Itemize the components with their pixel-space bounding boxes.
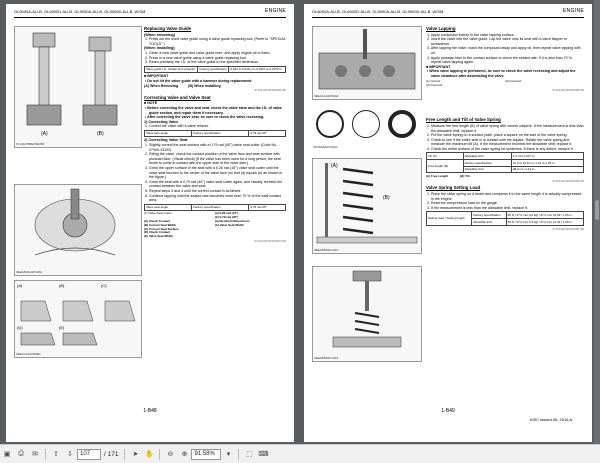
spec-table <box>144 130 286 138</box>
svg-text:(C): (C) <box>101 283 107 288</box>
figure-legend <box>426 79 584 88</box>
step-text: 2. Press in a new valve guide using a valve guide replacing tool. <box>145 55 247 60</box>
legend-item: (B) Tilt <box>460 174 470 179</box>
valve-lapping-figure <box>312 26 422 100</box>
reference-code: 9Y1211407ENS0036US0 <box>254 88 286 93</box>
step-text: 4. Apply prussian blue to the contact surface to check the seated rate. If it is less than 70 %, repeat valve lapping again. <box>427 55 573 65</box>
svg-text:(B): (B) <box>97 131 104 137</box>
pdf-page-right <box>304 4 592 442</box>
spec-value: 6.010 to 6.025 mm 0.2367 to 0.2372 in. <box>229 66 286 73</box>
toolbar-divider <box>124 449 125 460</box>
reference-code: 9Y1211407ENS0038US0 <box>552 87 584 92</box>
figure-code: 3EEACAA1P088C <box>16 352 41 356</box>
section-title: Replacing Valve Guide <box>144 26 192 31</box>
section-title: Correcting Valve and Valve Seat <box>144 94 211 100</box>
figure-code: 3EEABAB1P121C <box>314 248 339 252</box>
important-text: • Do not hit the valve guide with a hammer during replacement. <box>145 78 253 83</box>
step-text: 3. Ream precisely the I.D. of the valve guide to the specified dimension. <box>145 60 260 65</box>
pdf-page-left <box>6 4 294 442</box>
spec-table <box>144 204 286 212</box>
legend-item: (a) 0.26 rad (15°) <box>215 211 239 216</box>
page-number: 1-B49 <box>441 408 455 414</box>
spec-type: Factory specification <box>192 130 249 137</box>
legend-item: (B) When Installing <box>188 83 221 88</box>
page-number-input[interactable]: 107 <box>77 449 101 460</box>
spec-value: 31.3 to 31.8 mm 1.24 to 1.25 in. <box>511 160 583 167</box>
subheading: (When installing) <box>144 46 175 51</box>
valve-seat-figure <box>14 280 142 358</box>
header-section: ENGINE <box>265 8 286 14</box>
valve-guide-figure <box>14 26 142 148</box>
figure-code: 3EEABA0H1P118A <box>16 270 42 274</box>
spec-type: Allowable limit <box>472 219 507 226</box>
step-text: 4. Check the entire surface of the valve spring for scratches. If there is any defect, replace it. <box>427 146 574 151</box>
note-label: ■ NOTE <box>144 101 158 106</box>
cursor-icon[interactable]: ➤ <box>132 451 139 458</box>
step-text: 1. Press out the used valve guide using a valve guide replacing tool. (Refer to "SPECIAL TOOLS".) <box>145 37 286 46</box>
previous-page-icon[interactable]: ⇧ <box>53 451 59 458</box>
zoom-level-input[interactable]: 91.58% <box>191 449 221 460</box>
spec-value: 55 N / 27.0 mm 5.6 kgf / 27.0 mm 12 lbf / 1.06 in. <box>506 219 583 226</box>
header-models: GL6000A-AU-B, GL6000D-AU-B, GL9000A-AU-B, GL9000D-AU-B, W/SM <box>14 9 146 14</box>
spec-name: Valve guide I.D. (Intake and exhaust) <box>145 66 198 73</box>
figure-code: 3EEACAA1P044A <box>314 94 339 98</box>
svg-text:(B): (B) <box>383 195 390 201</box>
reference-code: 9Y1211407ENS0037US0 <box>254 238 286 243</box>
svg-text:(B): (B) <box>59 283 65 288</box>
section-title: Valve Spring Setting Load <box>426 185 481 191</box>
step-text: 1. Slightly correct the seat surface with a 0.79 rad (45°) valve seat cutter (Code No. 07909-33102). <box>145 143 278 152</box>
legend-item: (a) Identical Dimensions <box>215 218 250 223</box>
subheading: 2) Correcting Valve Seat <box>144 138 188 143</box>
important-label: ■ IMPORTANT <box>144 74 169 79</box>
step-text: 4. Grind the seat with a 0.79 rad (45°) valve seat cutter again, and visually recheck the contact between the valve and seat. <box>145 179 283 189</box>
step-text: 2. Read the compression load on the gauge. <box>427 201 498 206</box>
step-text: 1. Apply compound evenly to the valve lapping surface. <box>427 32 515 37</box>
spec-type: Factory specification <box>192 204 249 211</box>
page-header <box>312 9 584 18</box>
spec-value: 0.79 rad 45° <box>249 204 286 211</box>
spec-table <box>426 211 584 225</box>
section-title: Free Length and Tilt of Valve Spring <box>426 117 501 123</box>
legend-item: (A) Free Length <box>426 174 449 179</box>
scrollbar-thumb[interactable] <box>595 200 599 220</box>
spec-name: Valve seat angle <box>145 204 192 211</box>
keyboard-icon[interactable]: ⌨ <box>258 451 269 458</box>
figure-code: 9Y1210788ENS0056 <box>16 142 45 146</box>
legend-item: (b) 0.79 rad (45°) <box>215 215 239 220</box>
subheading: 1) Correcting Valve <box>144 119 179 124</box>
zoom-in-icon[interactable]: ⊕ <box>181 451 188 458</box>
legend-item: (3) Incorrect <box>505 78 522 83</box>
step-text: 1. Place the valve spring on a tester and compress it to the same length it is actually compressed in the engine. <box>427 192 582 201</box>
hand-icon[interactable]: ✋ <box>145 451 154 458</box>
mail-icon[interactable]: ✉ <box>32 451 38 458</box>
contact-rings-figure <box>312 104 422 150</box>
figure-legend <box>144 212 286 239</box>
step-text: 5. Repeat steps 3 and 4 until the correct contact is achieved. <box>145 189 242 193</box>
spec-type: Allowable limit <box>463 153 511 160</box>
legend-item: (A) Check Contact <box>144 218 171 223</box>
step-text: 3. Check to see if the entire side is in contact with the square. Rotate the valve spring and measure the maximum tilt (A). If the measurement exceeds the allowable limit, replace it. <box>427 137 573 147</box>
step-text: 1. Measure the free length (B) of valve spring with vernier calipers. If the measurement is less than the allowable limit, replace it. <box>427 123 584 133</box>
spec-name: Tilt (A) <box>427 153 464 160</box>
legend-item: (A) When Removing <box>144 83 179 88</box>
valve-spring-figure <box>312 158 422 254</box>
legend-item: (b) Valve Seat Width <box>215 222 244 227</box>
toolbar-divider <box>159 449 160 460</box>
viewer-toolbar <box>0 444 600 463</box>
spec-name: Free length (B) <box>427 160 464 173</box>
legend-item: (E) Valve Seat Width <box>144 234 173 239</box>
svg-text:(D): (D) <box>17 325 23 330</box>
vertical-scrollbar[interactable] <box>594 0 600 444</box>
chevron-down-icon[interactable]: ▾ <box>226 451 231 458</box>
svg-text:(A): (A) <box>17 283 23 288</box>
step-text: 2. Put the valve spring on a surface plate, place a square on the side of the valve spring. <box>427 133 568 138</box>
step-text: 1. Correct the valve with a valve refacer. <box>145 124 209 129</box>
legend-item: (2) Incorrect <box>426 83 443 88</box>
figure-column <box>312 26 422 362</box>
spec-name: Valve face angle <box>145 130 192 137</box>
step-text: 2. Fitting the valve, check the contact position of the valve face and seat surface with prussian blue. (Visual check) [If the valve has been used for a long period, the seat tends to come in contact with the upper side of the valve face.] <box>145 152 281 166</box>
zoom-out-icon[interactable]: ⊖ <box>167 451 174 458</box>
page-header <box>14 9 286 18</box>
step-text: 2. Insert the valve into the valve guide. Lap the valve onto its seat with a valve flapper or screwdriver. <box>427 37 568 46</box>
toolbar-divider <box>238 449 239 460</box>
toolbar-divider <box>45 449 46 460</box>
legend-item: (B) Correct Seat Width <box>144 222 176 227</box>
svg-text:(E): (E) <box>59 325 65 330</box>
svg-text:(A): (A) <box>331 163 338 169</box>
spec-type: Factory specification <box>472 212 507 219</box>
text-column <box>426 24 584 231</box>
step-text: 1. Clean a new valve guide and valve guide bore, and apply engine oil to them. <box>145 50 271 55</box>
reference-code: 9Y1211407ENS0039US0 <box>552 178 584 183</box>
text-column <box>144 24 286 244</box>
step-text: 3. After lapping the valve, wash the compound away and apply oil, then repeat valve lapping with oil. <box>427 46 581 55</box>
spec-value: 65 N / 27.0 mm 6.6 kgf / 27.0 mm 15 lbf / 1.06 in. <box>506 212 583 219</box>
legend-item: (1) Correct <box>426 78 441 83</box>
spec-value: 28.4 mm 1.12 in. <box>511 166 583 173</box>
spec-type: Allowable limit <box>463 166 511 173</box>
legend-item: (1) Valve Seat Cutter <box>144 211 172 216</box>
spec-type: Factory specification <box>463 160 511 167</box>
spec-value: 0.79 rad 45° <box>249 130 286 137</box>
valve-refacer-figure <box>14 184 142 276</box>
spec-name: Setting load / Setting length <box>427 212 472 225</box>
note-text: • Before correcting the valve and seat, check the valve stem and the I.D. of valve guide section, and repair them if necessary. <box>145 105 282 115</box>
note-text: • After correcting the valve seat, be sure to check the valve recessing. <box>145 115 265 120</box>
issue-label: KiSC issued 06, 2016 A <box>529 417 572 422</box>
spec-type: Factory specification <box>198 66 229 73</box>
legend-item: (C) Correct Seat Surface <box>144 226 179 231</box>
fit-page-icon[interactable]: ⬚ <box>246 451 253 458</box>
step-text: 3. Grind the upper surface of the seat with a 0.26 rad (15°) valve seat cutter until the valve seat touches to the center of the valve face (so that (a) equals (b) as shown in the figure.) <box>145 166 283 180</box>
spec-table <box>426 152 584 173</box>
step-text: 3. If the measurement is less than the allowable limit, replace it. <box>427 205 528 210</box>
spec-table <box>144 66 286 74</box>
spec-value: 1.2 mm 0.047 in. <box>511 153 583 160</box>
save-icon[interactable]: ▣ <box>3 451 11 458</box>
important-text: • When valve lapping is performed, be sure to check the valve recessing and adjust the valve clearance after assembling the valve. <box>427 69 576 78</box>
figure-code: 3TNABAB1P040A <box>313 145 338 149</box>
figure-column <box>14 26 142 358</box>
section-title: Valve Lapping <box>426 26 456 31</box>
next-page-icon[interactable]: ⇩ <box>67 451 73 458</box>
reference-code: 9Y1211407ENS0040US0 <box>552 226 584 231</box>
important-label: ■ IMPORTANT <box>426 64 451 69</box>
spring-tester-figure <box>312 266 422 362</box>
header-section: ENGINE <box>563 8 584 14</box>
subheading: (When removing) <box>144 32 176 37</box>
figure-code: 3EEABAB1P122A <box>314 356 339 360</box>
svg-text:(A): (A) <box>41 131 48 137</box>
print-icon[interactable]: ⎙ <box>18 450 24 457</box>
page-number: 1-B48 <box>143 408 157 414</box>
page-total: / 171 <box>104 450 119 458</box>
legend-item: (D) Check Contact <box>144 230 171 235</box>
step-text: 6. Continue lapping until the seated rate becomes more than 70 % of the total contact area. <box>145 193 281 203</box>
header-models: GL6000A-AU-B, GL6000D-AU-B, GL9000A-AU-B, GL9000D-AU-B, W/SM <box>312 9 444 14</box>
